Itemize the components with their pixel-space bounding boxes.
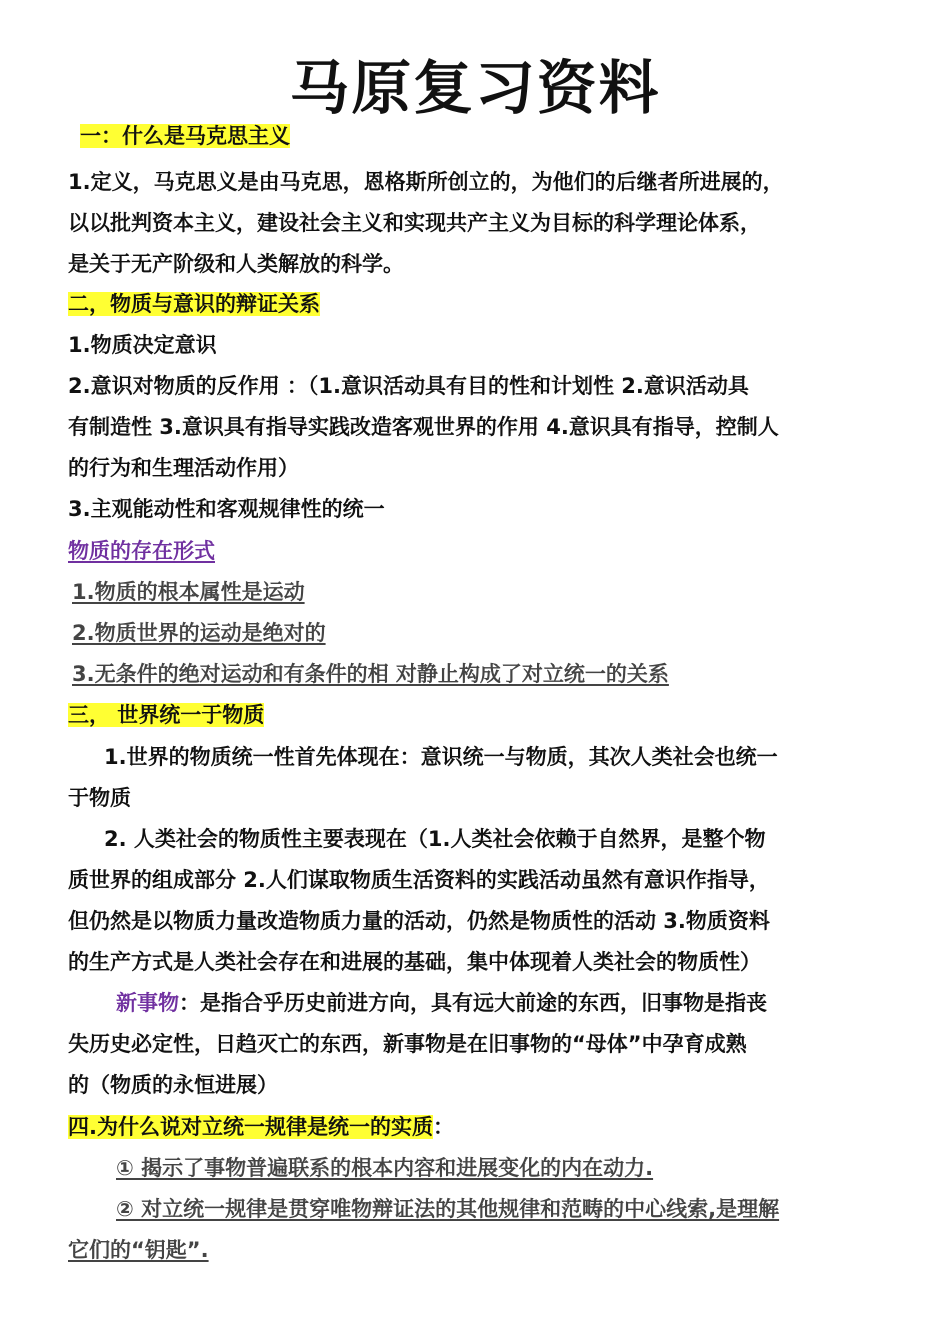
section1-p1-line2: 以以批判资本主义，建设社会主义和实现共产主义为目标的科学理论体系， bbox=[68, 211, 761, 235]
section3-p1-line1: 1.世界的物质统一性首先体现在：意识统一与物质，其次人类社会也统一 bbox=[104, 745, 778, 769]
section2-subitem-1: 1.物质的根本属性是运动 bbox=[72, 580, 305, 604]
section2-heading bbox=[68, 286, 320, 322]
section2-item2-line2: 有制造性 3.意识具有指导实践改造客观世界的作用 4.意识具有指导，控制人 bbox=[68, 415, 779, 439]
section3-p1-line2: 于物质 bbox=[68, 786, 131, 810]
section3-p3-line2: 失历史必定性，日趋灭亡的东西，新事物是在旧事物的“母体”中孕育成熟 bbox=[68, 1032, 747, 1056]
section3-p3-line1-rest: ：是指合乎历史前进方向，具有远大前途的东西，旧事物是指丧 bbox=[179, 991, 767, 1015]
new-thing-term: 新事物 bbox=[116, 991, 179, 1015]
section2-item2-line3: 的行为和生理活动作用） bbox=[68, 456, 299, 480]
section3-p3-line3: 的（物质的永恒进展） bbox=[68, 1073, 278, 1097]
section3-p2-line1: 2. 人类社会的物质性主要表现在（1.人类社会依赖于自然界，是整个物 bbox=[104, 827, 766, 851]
section4-item2-line1: ② 对立统一规律是贯穿唯物辩证法的其他规律和范畴的中心线索,是理解 bbox=[116, 1197, 780, 1221]
section2-subitem-2: 2.物质世界的运动是绝对的 bbox=[72, 621, 326, 645]
section1-p1-line3: 是关于无产阶级和人类解放的科学。 bbox=[68, 252, 404, 276]
section3-p2-line2: 质世界的组成部分 2.人们谋取物质生活资料的实践活动虽然有意识作指导， bbox=[68, 868, 770, 892]
section4-heading-suffix: ： bbox=[432, 1115, 454, 1139]
section2-item2-line1: 2.意识对物质的反作用 ：（1.意识活动具有目的性和计划性 2.意识活动具 bbox=[68, 374, 749, 398]
section3-p2-line3: 但仍然是以物质力量改造物质力量的活动，仍然是物质性的活动 3.物质资料 bbox=[68, 909, 770, 933]
section3-p3-line1 bbox=[116, 985, 767, 1021]
section4-heading-text: 四.为什么说对立统一规律是统一的实质 bbox=[68, 1115, 433, 1139]
section4-item1: ① 揭示了事物普遍联系的根本内容和进展变化的内在动力. bbox=[116, 1156, 654, 1180]
section4-heading bbox=[68, 1109, 454, 1145]
section2-subitem-3: 3.无条件的绝对运动和有条件的相 对静止构成了对立统一的关系 bbox=[72, 662, 669, 686]
section2-item3: 3.主观能动性和客观规律性的统一 bbox=[68, 497, 385, 521]
section2-subheading: 物质的存在形式 bbox=[68, 539, 215, 563]
section1-p1-line1: 1.定义，马克思义是由马克思，恩格斯所创立的，为他们的后继者所进展的， bbox=[68, 170, 784, 194]
section3-heading-text: 三， 世界统一于物质 bbox=[68, 703, 265, 727]
section3-heading bbox=[68, 697, 264, 733]
section3-p2-line4: 的生产方式是人类社会存在和进展的基础，集中体现着人类社会的物质性） bbox=[68, 950, 761, 974]
section2-heading-text: 二，物质与意识的辩证关系 bbox=[68, 292, 320, 316]
section4-item2-line2: 它们的“钥匙”. bbox=[68, 1238, 209, 1262]
page-title: 马原复习资料 bbox=[289, 54, 661, 122]
section1-heading bbox=[80, 118, 290, 154]
section1-heading-text: 一：什么是马克思主义 bbox=[80, 124, 290, 148]
section2-item1: 1.物质决定意识 bbox=[68, 333, 217, 357]
